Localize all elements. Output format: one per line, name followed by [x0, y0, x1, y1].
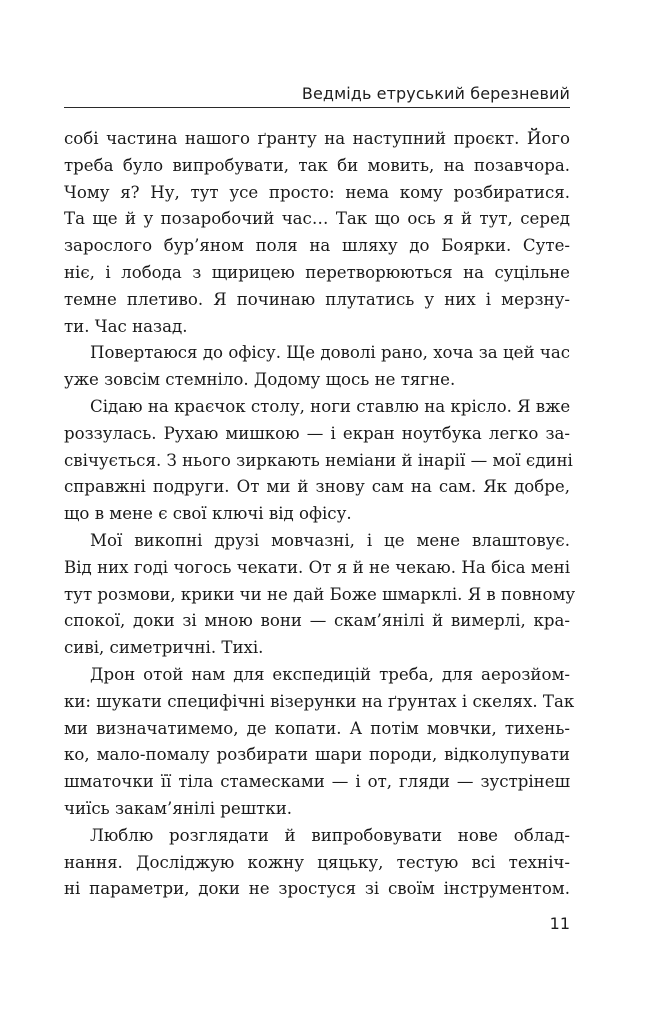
body-text	[64, 126, 576, 903]
running-header-title: Ведмідь етруський березневий	[301, 84, 570, 103]
text-line: нання. Досліджую кожну цяцьку, тестую всі техніч-	[64, 852, 570, 872]
text-line: ні параметри, доки не зростуся зі своїм інструментом.	[64, 879, 570, 899]
text-line: Від них годі чогось чекати. От я й не чекаю. На біса мені	[64, 557, 570, 577]
paragraph	[64, 823, 570, 903]
text-line: ко, мало-помалу розбирати шари породи, відколупувати	[64, 745, 570, 765]
header-divider	[64, 107, 570, 108]
text-line: Дрон отой нам для експедицій треба, для аерозйом-	[90, 664, 570, 684]
paragraph	[64, 126, 570, 340]
text-line: сиві, симетричні. Тихі.	[64, 638, 264, 658]
text-line: що в мене є свої ключі від офісу.	[64, 504, 352, 524]
text-line: уже зовсім стемніло. Додому щось не тягне.	[64, 370, 456, 390]
text-line: шматочки її тіла стамесками — і от, гляди — зустрінеш	[64, 772, 570, 792]
text-line: ніє, і лобода з щирицею перетворюються на суцільне	[64, 262, 570, 282]
text-line: справжні подруги. От ми й знову сам на сам. Як добре,	[64, 477, 570, 497]
text-line: ки: шукати специфічні візерунки на ґрунтах і скелях. Так	[64, 691, 575, 711]
text-line: тут розмови, крики чи не дай Боже шмарклі. Я в повному	[64, 584, 576, 604]
text-line: собі частина нашого ґранту на наступний проєкт. Його	[64, 129, 570, 148]
page-number: 11	[549, 914, 570, 933]
text-line: треба було випробувати, так би мовить, на позавчора.	[64, 155, 570, 175]
text-line: темне плетиво. Я починаю плутатись у них і мерзну-	[64, 289, 570, 309]
paragraph	[64, 394, 573, 528]
text-line: свічується. З нього зиркають неміани й інарії — мої єдині	[64, 450, 573, 470]
text-line: Мої викопні друзі мовчазні, і це мене влаштовує.	[90, 530, 570, 550]
text-line: Повертаюся до офісу. Ще доволі рано, хоча за цей час	[90, 343, 570, 363]
paragraph	[64, 340, 570, 394]
text-line: ми визначатимемо, де копати. А потім мовчки, тихень-	[64, 718, 570, 738]
text-line: Сідаю на краєчок столу, ноги ставлю на крісло. Я вже	[90, 396, 571, 416]
text-line: роззулась. Рухаю мишкою — і екран ноутбука легко за-	[64, 423, 570, 443]
text-line: спокої, доки зі мною вони — скам’янілі й вимерлі, кра-	[64, 611, 570, 631]
text-line: зарослого бур’яном поля на шляху до Боярки. Суте-	[64, 236, 570, 256]
text-line: Чому я? Ну, тут усе просто: нема кому розбиратися.	[64, 182, 570, 202]
text-line: Та ще й у позаробочий час… Так що ось я й тут, серед	[64, 209, 570, 229]
text-line: ти. Час назад.	[64, 316, 188, 336]
paragraph	[64, 662, 575, 823]
text-line: Люблю розглядати й випробовувати нове облад-	[90, 825, 570, 845]
paragraph	[64, 528, 576, 662]
text-line: чиїсь закам’янілі рештки.	[64, 798, 293, 818]
